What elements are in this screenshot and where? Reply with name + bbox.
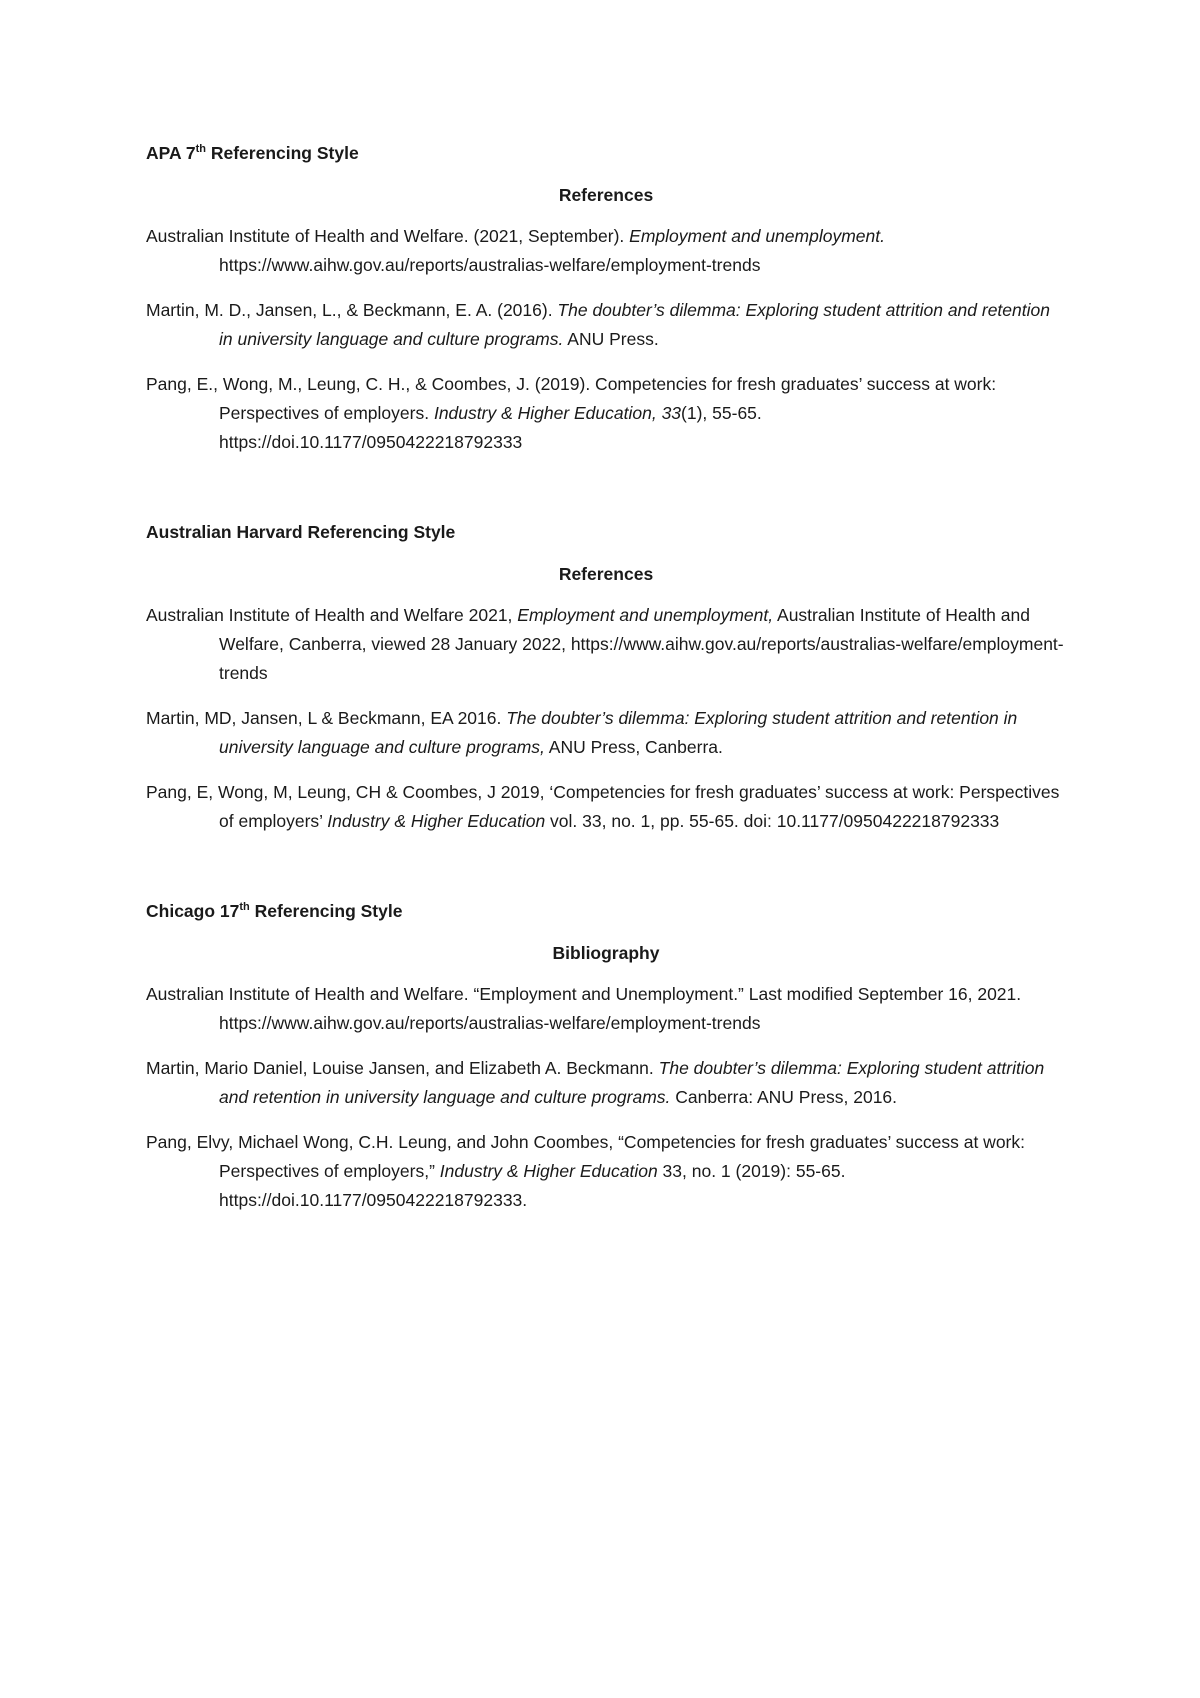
reference-text: Pang, E., Wong, M., Leung, C. H., & Coombes, J. (2019). Competencies for fresh graduates’ success at work: Perspectives of employers. xyxy=(146,374,997,423)
section-heading-text: Australian Harvard Referencing Style xyxy=(146,522,456,542)
reference-entry xyxy=(146,370,1066,457)
section-heading xyxy=(146,898,1066,924)
reference-title: Employment and unemployment. xyxy=(629,226,885,246)
reference-text: ANU Press. xyxy=(563,329,659,349)
references-heading: References xyxy=(558,185,654,205)
reference-entry xyxy=(146,778,1066,836)
reference-entry xyxy=(146,1128,1066,1215)
section-chicago xyxy=(146,898,1066,1215)
reference-title: The doubter’s dilemma: Exploring student attrition and retention in university language and culture programs. xyxy=(219,300,1050,349)
reference-text: Australian Institute of Health and Welfare. (2021, September). xyxy=(146,226,630,246)
reference-title: Employment and unemployment, xyxy=(517,605,774,625)
reference-text: Martin, Mario Daniel, Louise Jansen, and Elizabeth A. Beckmann. xyxy=(146,1058,659,1078)
reference-text: Martin, M. D., Jansen, L., & Beckmann, E. A. (2016). xyxy=(146,300,558,320)
reference-entry xyxy=(146,704,1066,762)
reference-text: Pang, Elvy, Michael Wong, C.H. Leung, and John Coombes, “Competencies for fresh graduates’ success at work: Perspectives of employers,” xyxy=(146,1132,1025,1181)
reference-text: (1), 55-65. https://doi.10.1177/0950422218792333 xyxy=(219,403,762,452)
section-heading-text-suffix: Referencing Style xyxy=(249,901,403,921)
section-harvard xyxy=(146,519,1066,836)
reference-title: The doubter’s dilemma: Exploring student attrition and retention in university language and culture programs, xyxy=(219,708,1018,757)
reference-text: Australian Institute of Health and Welfare, Canberra, viewed 28 January 2022, https://www.aihw.gov.au/reports/australias-welfare/employment-trends xyxy=(219,605,1064,683)
reference-text: Canberra: ANU Press, 2016. xyxy=(670,1087,898,1107)
reference-entry xyxy=(146,296,1066,354)
reference-entry xyxy=(146,1054,1066,1112)
section-heading xyxy=(146,140,1066,166)
section-heading xyxy=(146,519,1066,545)
reference-title: Industry & Higher Education, 33 xyxy=(433,403,682,423)
reference-entry xyxy=(146,222,1066,280)
reference-text: Australian Institute of Health and Welfare 2021, xyxy=(146,605,518,625)
reference-title: Industry & Higher Education xyxy=(327,811,546,831)
section-heading-text: APA 7 xyxy=(146,143,196,163)
section-heading-superscript: th xyxy=(239,901,250,914)
bibliography-heading: Bibliography xyxy=(552,943,660,963)
reference-text: ANU Press, Canberra. xyxy=(544,737,723,757)
reference-title: Industry & Higher Education xyxy=(439,1161,658,1181)
reference-text: vol. 33, no. 1, pp. 55-65. doi: 10.1177/0950422218792333 xyxy=(545,811,1000,831)
references-heading: References xyxy=(558,564,654,584)
reference-text: 33, no. 1 (2019): 55-65. https://doi.10.1177/0950422218792333. xyxy=(219,1161,846,1210)
section-heading-text-suffix: Referencing Style xyxy=(206,143,359,163)
section-heading-text: Chicago 17 xyxy=(146,901,240,921)
reference-entry xyxy=(146,601,1066,688)
reference-entry xyxy=(146,980,1066,1038)
reference-text: https://www.aihw.gov.au/reports/australias-welfare/employment-trends xyxy=(219,255,761,275)
reference-title: The doubter’s dilemma: Exploring student attrition and retention in university language and culture programs. xyxy=(219,1058,1045,1107)
reference-text: Pang, E, Wong, M, Leung, CH & Coombes, J 2019, ‘Competencies for fresh graduates’ success at work: Perspectives of employers’ xyxy=(146,782,1060,831)
reference-text: Australian Institute of Health and Welfare. “Employment and Unemployment.” Last modified September 16, 2021. https://www.aihw.gov.au/reports/australias-welfare/employment-trends xyxy=(146,984,1022,1033)
section-apa xyxy=(146,140,1066,457)
document-content xyxy=(146,140,1066,1231)
reference-text: Martin, MD, Jansen, L & Beckmann, EA 2016. xyxy=(146,708,507,728)
section-heading-superscript: th xyxy=(195,143,206,156)
